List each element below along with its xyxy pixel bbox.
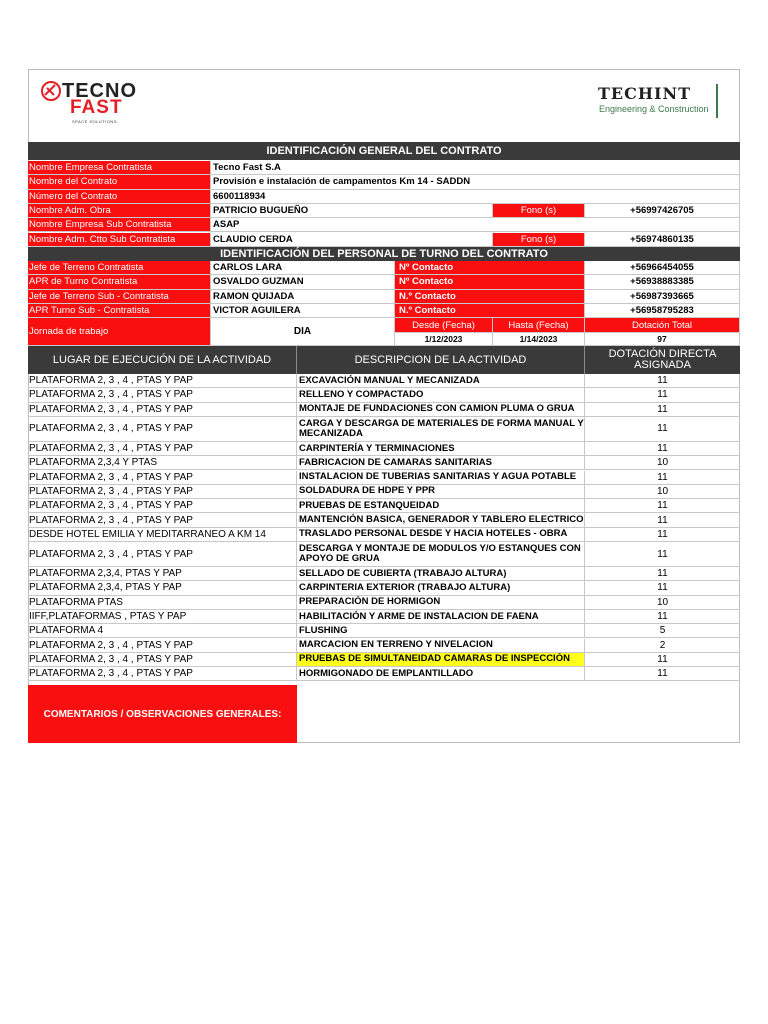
activity-dotacion: 11 [585, 374, 740, 388]
activity-description: FLUSHING [297, 624, 585, 638]
activity-dotacion: 10 [585, 456, 740, 470]
activity-dotacion: 11 [585, 442, 740, 456]
header-dotacion: DOTACIÓN DIRECTA ASIGNADA [585, 346, 740, 374]
jornada-value: DIA [211, 318, 395, 346]
activity-dotacion: 11 [585, 403, 740, 417]
general-row-value: 6600118934 [211, 190, 740, 204]
general-row-label: Nombre Empresa Sub Contratista [28, 218, 211, 232]
contact-label: N.º Contacto [395, 304, 585, 318]
desde-label: Desde (Fecha) [395, 318, 493, 333]
hasta-value: 1/14/2023 [493, 333, 585, 346]
activity-description: PREPARACIÓN DE HORMIGON [297, 596, 585, 610]
activity-location: PLATAFORMA 2, 3 , 4 , PTAS Y PAP [28, 403, 297, 417]
techint-name: TECHINT [598, 84, 691, 103]
activity-location: PLATAFORMA 2, 3 , 4 , PTAS Y PAP [28, 542, 297, 567]
activity-description: MARCACION EN TERRENO Y NIVELACION [297, 639, 585, 653]
header-location: LUGAR DE EJECUCIÓN DE LA ACTIVIDAD [28, 346, 297, 374]
activity-location: PLATAFORMA 2,3,4, PTAS Y PAP [28, 567, 297, 581]
activity-description: EXCAVACIÓN MANUAL Y MECANIZADA [297, 374, 585, 388]
activity-dotacion: 11 [585, 499, 740, 513]
header-description: DESCRIPCION DE LA ACTIVIDAD [297, 346, 585, 374]
general-row-value: Tecno Fast S.A [211, 161, 740, 175]
activity-location: PLATAFORMA 2, 3 , 4 , PTAS Y PAP [28, 499, 297, 513]
phone-value: +56974860135 [585, 233, 740, 247]
activity-description: PRUEBAS DE SIMULTANEIDAD CAMARAS DE INSPECCIÓN [297, 653, 585, 667]
hasta-label: Hasta (Fecha) [493, 318, 585, 333]
dotacion-total-value: 97 [585, 333, 740, 346]
general-row-label: Nombre Empresa Contratista [28, 161, 211, 175]
activity-dotacion: 11 [585, 471, 740, 485]
logo-word-fast: FAST [70, 97, 123, 118]
activity-dotacion: 11 [585, 417, 740, 442]
contact-label: Nº Contacto [395, 261, 585, 275]
comments-field[interactable] [297, 685, 740, 743]
activity-location: DESDE HOTEL EMILIA Y MEDITARRANEO A KM 14 [28, 528, 297, 542]
personal-row-value: OSVALDO GUZMAN [211, 275, 395, 289]
contact-label: N.º Contacto [395, 290, 585, 304]
phone-value: +56997426705 [585, 204, 740, 218]
contact-value: +56958795283 [585, 304, 740, 318]
activity-location: PLATAFORMA 2, 3 , 4 , PTAS Y PAP [28, 639, 297, 653]
logo-word-tecno: TECNO [62, 80, 137, 102]
contact-value: +56966454055 [585, 261, 740, 275]
activity-description: INSTALACION DE TUBERIAS SANITARIAS Y AGUA POTABLE [297, 471, 585, 485]
activity-location: PLATAFORMA PTAS [28, 596, 297, 610]
general-row-value: PATRICIO BUGUEÑO [211, 204, 493, 218]
activity-dotacion: 11 [585, 567, 740, 581]
activity-dotacion: 11 [585, 513, 740, 527]
general-row-value: ASAP [211, 218, 740, 232]
contact-value: +56938883385 [585, 275, 740, 289]
personal-row-label: Jefe de Terreno Contratista [28, 261, 211, 275]
logo-tagline: SPACE SOLUTIONS [72, 119, 117, 124]
activity-description: TRASLADO PERSONAL DESDE Y HACIA HOTELES - OBRA [297, 528, 585, 542]
activity-description: CARGA Y DESCARGA DE MATERIALES DE FORMA MANUAL Y MECANIZADA [297, 417, 585, 442]
techint-bar-icon [716, 84, 718, 118]
techint-tagline: Engineering & Construction [599, 104, 709, 114]
general-row-label: Nombre Adm. Ctto Sub Contratista [28, 233, 211, 247]
activity-description: RELLENO Y COMPACTADO [297, 388, 585, 402]
activity-location: PLATAFORMA 2,3,4 Y PTAS [28, 456, 297, 470]
personal-row-value: CARLOS LARA [211, 261, 395, 275]
activity-dotacion: 5 [585, 624, 740, 638]
activity-dotacion: 11 [585, 528, 740, 542]
personal-row-value: VICTOR AGUILERA [211, 304, 395, 318]
general-section-title: IDENTIFICACIÓN GENERAL DEL CONTRATO [28, 142, 740, 160]
activity-location: PLATAFORMA 2, 3 , 4 , PTAS Y PAP [28, 417, 297, 442]
activity-description: CARPINTERÍA Y TERMINACIONES [297, 442, 585, 456]
activity-dotacion: 2 [585, 639, 740, 653]
activity-location: PLATAFORMA 2, 3 , 4 , PTAS Y PAP [28, 653, 297, 667]
phone-label: Fono (s) [493, 233, 585, 247]
activity-location: PLATAFORMA 2, 3 , 4 , PTAS Y PAP [28, 513, 297, 527]
activity-dotacion: 11 [585, 667, 740, 681]
contact-label: Nº Contacto [395, 275, 585, 289]
techint-logo [598, 84, 723, 120]
contact-value: +56987393665 [585, 290, 740, 304]
activity-description: SELLADO DE CUBIERTA (TRABAJO ALTURA) [297, 567, 585, 581]
activity-dotacion: 11 [585, 610, 740, 624]
tecnofast-logo [40, 78, 150, 126]
desde-value: 1/12/2023 [395, 333, 493, 346]
activity-dotacion: 11 [585, 581, 740, 595]
general-row-label: Nombre Adm. Obra [28, 204, 211, 218]
activity-description: HORMIGONADO DE EMPLANTILLADO [297, 667, 585, 681]
activity-location: PLATAFORMA 2, 3 , 4 , PTAS Y PAP [28, 667, 297, 681]
activity-dotacion: 10 [585, 485, 740, 499]
activity-description: SOLDADURA DE HDPE Y PPR [297, 485, 585, 499]
activity-description: MANTENCIÓN BASICA, GENERADOR Y TABLERO ELECTRICO [297, 513, 585, 527]
activity-dotacion: 11 [585, 653, 740, 667]
personal-section-title: IDENTIFICACIÓN DEL PERSONAL DE TURNO DEL CONTRATO [28, 247, 740, 261]
general-row-value: Provisión e instalación de campamentos Km 14 - SADDN [211, 175, 740, 189]
personal-row-label: APR de Turno Contratista [28, 275, 211, 289]
tecnofast-emblem-icon [40, 80, 62, 102]
phone-label: Fono (s) [493, 204, 585, 218]
activity-location: PLATAFORMA 2,3,4, PTAS Y PAP [28, 581, 297, 595]
activity-dotacion: 11 [585, 388, 740, 402]
activity-location: IIFF,PLATAFORMAS , PTAS Y PAP [28, 610, 297, 624]
activity-description: MONTAJE DE FUNDACIONES CON CAMION PLUMA O GRUA [297, 403, 585, 417]
general-row-label: Nombre del Contrato [28, 175, 211, 189]
jornada-label: Jornada de trabajo [28, 318, 211, 346]
activity-location: PLATAFORMA 2, 3 , 4 , PTAS Y PAP [28, 442, 297, 456]
general-row-label: Número del Contrato [28, 190, 211, 204]
activity-description: CARPINTERIA EXTERIOR (TRABAJO ALTURA) [297, 581, 585, 595]
personal-row-label: Jefe de Terreno Sub - Contratista [28, 290, 211, 304]
personal-row-label: APR Turno Sub - Contratista [28, 304, 211, 318]
personal-row-value: RAMON QUIJADA [211, 290, 395, 304]
activity-location: PLATAFORMA 2, 3 , 4 , PTAS Y PAP [28, 388, 297, 402]
activity-location: PLATAFORMA 2, 3 , 4 , PTAS Y PAP [28, 485, 297, 499]
activity-description: DESCARGA Y MONTAJE DE MODULOS Y/O ESTANQUES CON APOYO DE GRUA [297, 542, 585, 567]
activity-dotacion: 10 [585, 596, 740, 610]
activity-location: PLATAFORMA 2, 3 , 4 , PTAS Y PAP [28, 374, 297, 388]
general-row-value: CLAUDIO CERDA [211, 233, 493, 247]
dotacion-total-label: Dotación Total [585, 318, 740, 333]
activity-description: HABILITACIÓN Y ARME DE INSTALACION DE FAENA [297, 610, 585, 624]
activity-dotacion: 11 [585, 542, 740, 567]
activity-description: FABRICACION DE CAMARAS SANITARIAS [297, 456, 585, 470]
activity-location: PLATAFORMA 2, 3 , 4 , PTAS Y PAP [28, 471, 297, 485]
activity-description: PRUEBAS DE ESTANQUEIDAD [297, 499, 585, 513]
comments-label: COMENTARIOS / OBSERVACIONES GENERALES: [28, 685, 297, 743]
activity-location: PLATAFORMA 4 [28, 624, 297, 638]
